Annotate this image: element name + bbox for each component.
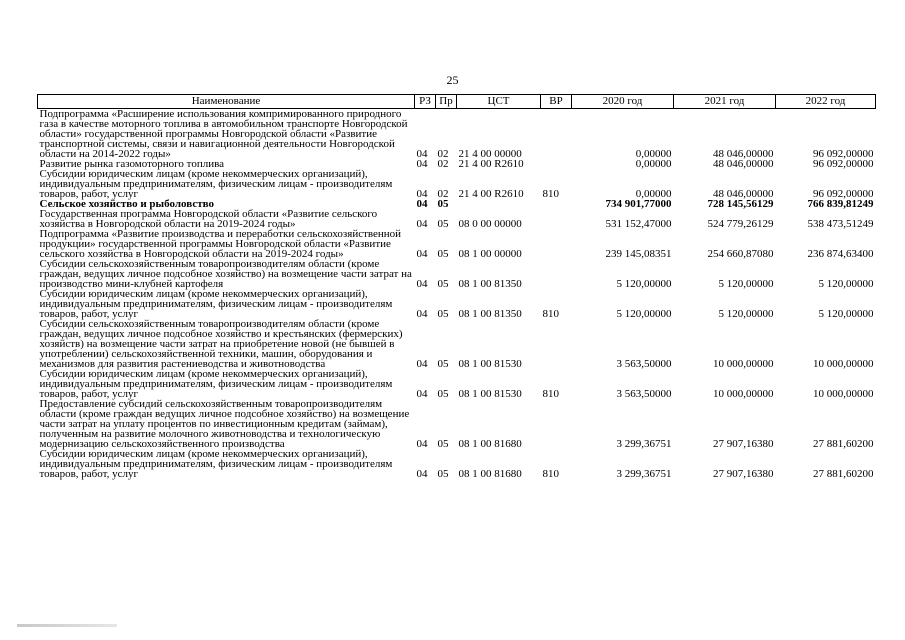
- cell-vr: [541, 399, 572, 449]
- table-row: [38, 169, 876, 199]
- cell-y2022: 27 881,60200: [813, 468, 874, 480]
- cell-vr: [541, 229, 572, 259]
- cell-y2020: 3 563,50000: [616, 388, 672, 400]
- cell-y2021: 48 046,00000: [713, 188, 774, 200]
- table-row: [38, 289, 876, 319]
- cell-rz: 04: [416, 218, 428, 230]
- cell-name: Субсидии юридическим лицам (кроме некоммерческих организаций), индивидуальным предпринимателям, физическим лицам - производителям товаров, работ, услуг: [39, 448, 393, 480]
- cell-name: Предоставление субсидий сельскохозяйственным товаропроизводителям области (кроме граждан ведущих личное подсобное хозяйство) на возмещение части затрат на уплату процентов по инвестиционным кредитам (займам), полученным на развитие молочного животноводства и технологическую модернизацию сельскохозяйственного производства: [39, 398, 410, 450]
- cell-vr: 810: [542, 468, 559, 480]
- cell-rz: 04: [416, 278, 428, 290]
- cell-cst: 08 1 00 81350: [458, 278, 522, 290]
- cell-y2021: 48 046,00000: [713, 148, 774, 160]
- cell-y2022: 10 000,00000: [813, 388, 874, 400]
- cell-rz: 04: [416, 158, 428, 170]
- cell-y2022: 10 000,00000: [813, 358, 874, 370]
- cell-cst: 08 1 00 81680: [458, 438, 522, 450]
- cell-y2021: 27 907,16380: [713, 438, 774, 450]
- cell-name: Субсидии сельскохозяйственным товаропроизводителям области (кроме граждан, ведущих личное подсобное хозяйство и крестьянских (фермерских) хозяйств) на возмещение части затрат на приобретение новой (не бывшей в употреблении) сельскохозяйственной техники, машин, оборудования и механизмов для развития растениеводства и животноводства: [39, 318, 403, 370]
- cell-y2022: 96 092,00000: [813, 188, 874, 200]
- cell-name: Субсидии юридическим лицам (кроме некоммерческих организаций), индивидуальным предпринимателям, физическим лицам - производителям товаров, работ, услуг: [39, 288, 393, 320]
- cell-pr: 02: [437, 188, 449, 200]
- cell-y2022: 96 092,00000: [813, 148, 874, 160]
- cell-vr: [541, 319, 572, 369]
- cell-y2022: 766 839,81249: [807, 198, 874, 210]
- table-row: [38, 259, 876, 289]
- header-2021: 2021 год: [674, 95, 776, 109]
- cell-vr: [541, 209, 572, 229]
- cell-rz: 04: [416, 358, 428, 370]
- cell-vr: [541, 159, 572, 169]
- cell-rz: 04: [416, 468, 428, 480]
- cell-rz: 04: [416, 438, 428, 450]
- cell-vr: [541, 199, 572, 209]
- cell-cst: 08 0 00 00000: [458, 218, 522, 230]
- cell-y2021: 254 660,87080: [707, 248, 774, 260]
- table-row: [38, 369, 876, 399]
- cell-cst: 08 1 00 81530: [458, 358, 522, 370]
- cell-vr: 810: [542, 188, 559, 200]
- cell-rz: 04: [416, 188, 428, 200]
- cell-y2021: 48 046,00000: [713, 158, 774, 170]
- cell-pr: 05: [437, 218, 449, 230]
- cell-cst: 08 1 00 81680: [458, 468, 522, 480]
- cell-y2021: 5 120,00000: [718, 278, 774, 290]
- cell-y2020: 0,00000: [635, 148, 672, 160]
- cell-y2020: 531 152,47000: [605, 218, 672, 230]
- table-header-row: [38, 95, 876, 109]
- cell-y2022: 5 120,00000: [818, 278, 874, 290]
- header-pr: Пр: [436, 95, 457, 109]
- cell-y2020: 3 299,36751: [616, 468, 672, 480]
- cell-rz: 04: [416, 198, 428, 210]
- cell-cst: 21 4 00 R2610: [458, 188, 524, 200]
- cell-rz: 04: [416, 148, 428, 160]
- cell-pr: 05: [437, 308, 449, 320]
- table-row: [38, 209, 876, 229]
- cell-name: Развитие рынка газомоторного топлива: [39, 158, 225, 170]
- cell-y2020: 239 145,08351: [605, 248, 672, 260]
- table-row: [38, 229, 876, 259]
- cell-name: Сельское хозяйство и рыболовство: [39, 198, 214, 210]
- table-row: [38, 319, 876, 369]
- cell-name: Субсидии юридическим лицам (кроме некоммерческих организаций), индивидуальным предпринимателям, физическим лицам - производителям товаров, работ, услуг: [39, 168, 393, 200]
- table-row: [38, 449, 876, 479]
- cell-vr: 810: [542, 388, 559, 400]
- cell-y2020: 3 563,50000: [616, 358, 672, 370]
- cell-y2021: 5 120,00000: [718, 308, 774, 320]
- header-rz: РЗ: [415, 95, 436, 109]
- cell-name: Субсидии юридическим лицам (кроме некоммерческих организаций), индивидуальным предпринимателям, физическим лицам - производителям товаров, работ, услуг: [39, 368, 393, 400]
- header-vr: ВР: [541, 95, 572, 109]
- cell-rz: 04: [416, 388, 428, 400]
- cell-pr: 05: [437, 438, 449, 450]
- cell-y2022: 538 473,51249: [807, 218, 874, 230]
- header-name: Наименование: [38, 95, 415, 109]
- cell-y2020: 0,00000: [635, 158, 672, 170]
- budget-table: [37, 94, 876, 479]
- cell-y2021: 10 000,00000: [713, 388, 774, 400]
- header-cst: ЦСТ: [457, 95, 541, 109]
- cell-name: Субсидии сельскохозяйственным товаропроизводителям области (кроме граждан, ведущих личное подсобное хозяйство) на возмещение части затрат на производство мини-клубней картофеля: [39, 258, 412, 290]
- cell-y2021: 728 145,56129: [707, 198, 774, 210]
- cell-cst: 08 1 00 81350: [458, 308, 522, 320]
- cell-y2020: 0,00000: [635, 188, 672, 200]
- cell-vr: [541, 259, 572, 289]
- cell-y2021: 524 779,26129: [707, 218, 774, 230]
- cell-y2022: 27 881,60200: [813, 438, 874, 450]
- cell-pr: 05: [437, 198, 449, 210]
- cell-y2021: 27 907,16380: [713, 468, 774, 480]
- cell-name: Подпрограмма «Развитие производства и переработки сельскохозяйственной продукции» государственной программы Новгородской области «Развитие сельского хозяйства в Новгородской области на 2019-2024 годы»: [39, 228, 402, 260]
- cell-y2021: 10 000,00000: [713, 358, 774, 370]
- cell-y2022: 96 092,00000: [813, 158, 874, 170]
- cell-pr: 05: [437, 358, 449, 370]
- cell-cst: 08 1 00 00000: [458, 248, 522, 260]
- cell-pr: 05: [437, 388, 449, 400]
- cell-y2020: 734 901,77000: [605, 198, 672, 210]
- cell-cst: 21 4 00 R2610: [458, 158, 524, 170]
- cell-name: Подпрограмма «Расширение использования компримированного природного газа в качестве моторного топлива в автомобильном транспорте Новгородской области» государственной программы Новгородской области «Развитие транспортной системы, связи и навигационной деятельности Новгородской области на 2014-2022 годы»: [39, 108, 408, 160]
- cell-y2020: 5 120,00000: [616, 308, 672, 320]
- cell-cst: 08 1 00 81530: [458, 388, 522, 400]
- cell-name: Государственная программа Новгородской области «Развитие сельского хозяйства в Новгородской области на 2019-2024 годы»: [39, 208, 378, 230]
- cell-vr: 810: [542, 308, 559, 320]
- cell-rz: 04: [416, 308, 428, 320]
- header-2022: 2022 год: [776, 95, 876, 109]
- table-row: [38, 399, 876, 449]
- cell-y2022: 5 120,00000: [818, 308, 874, 320]
- page-number: 25: [446, 73, 459, 87]
- cell-pr: 02: [437, 158, 449, 170]
- cell-y2020: 3 299,36751: [616, 438, 672, 450]
- table-row: [38, 109, 876, 160]
- cell-pr: 05: [437, 278, 449, 290]
- header-2020: 2020 год: [572, 95, 674, 109]
- cell-y2022: 236 874,63400: [807, 248, 874, 260]
- cell-cst: [457, 199, 541, 209]
- scan-artifact: [17, 624, 117, 627]
- cell-pr: 02: [437, 148, 449, 160]
- cell-pr: 05: [437, 468, 449, 480]
- cell-rz: 04: [416, 248, 428, 260]
- cell-vr: [541, 109, 572, 160]
- cell-y2020: 5 120,00000: [616, 278, 672, 290]
- cell-cst: 21 4 00 00000: [458, 148, 522, 160]
- cell-pr: 05: [437, 248, 449, 260]
